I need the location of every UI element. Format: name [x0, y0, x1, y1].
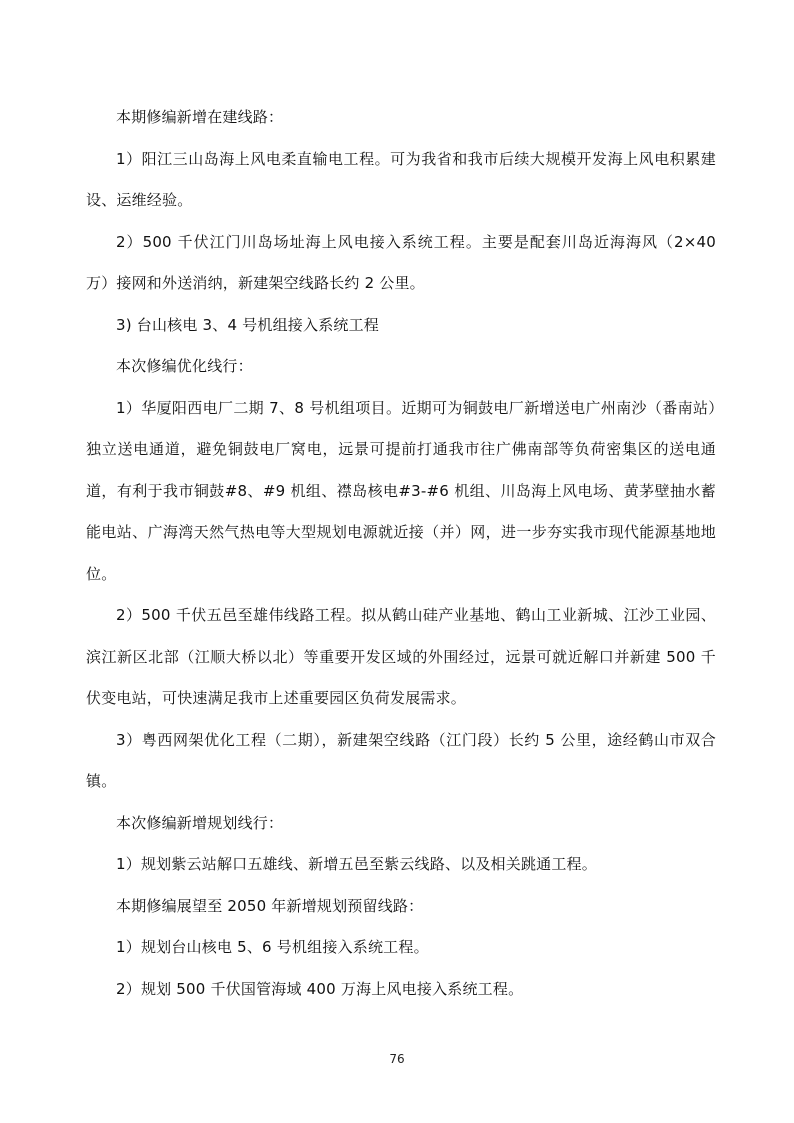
paragraph-item: 2）规划 500 千伏国管海域 400 万海上风电接入系统工程。: [116, 979, 524, 998]
paragraph-heading-reserved: 本期修编展望至 2050 年新增规划预留线路：: [116, 896, 424, 915]
paragraph-heading-construction: 本期修编新增在建线路：: [116, 108, 284, 126]
paragraph-item: 1）阳江三山岛海上风电柔直输电工程。可为我省和我市后续大规模开发海上风电积累建设、运维经验。: [86, 149, 716, 209]
paragraph-item: 1）规划台山核电 5、6 号机组接入系统工程。: [116, 938, 429, 956]
page-number: 76: [389, 1052, 405, 1066]
paragraph-item: 2）500 千伏江门川岛场址海上风电接入系统工程。主要是配套川岛近海海风（2×40 万）接网和外送消纳，新建架空线路长约 2 公里。: [86, 232, 716, 292]
paragraph-item: 3）粤西网架优化工程（二期），新建架空线路（江门段）长约 5 公里，途经鹤山市双合镇。: [86, 730, 716, 790]
paragraph-item: 2）500 千伏五邑至雄伟线路工程。拟从鹤山硅产业基地、鹤山工业新城、江沙工业园、滨江新区北部（江顺大桥以北）等重要开发区域的外围经过，远景可就近解口并新建 500 千伏变电站，可快速满足我市上述重要园区负荷发展需求。: [86, 606, 716, 707]
paragraph-heading-planned: 本次修编新增规划线行：: [116, 813, 284, 832]
document-body: [86, 97, 716, 1010]
paragraph-item: 3) 台山核电 3、4 号机组接入系统工程: [116, 315, 379, 334]
paragraph-item: 1）规划紫云站解口五雄线、新增五邑至紫云线路、以及相关跳通工程。: [116, 855, 597, 873]
paragraph-item: 1）华厦阳西电厂二期 7、8 号机组项目。近期可为铜鼓电厂新增送电广州南沙（番南站）独立送电通道，避免铜鼓电厂窝电，远景可提前打通我市往广佛南部等负荷密集区的送电通道，有利于我市铜鼓#8、#9 机组、襟岛核电#3-#6 机组、川岛海上风电场、黄茅壁抽水蓄能电站、广海湾天然气热电等大型规划电源就近接（并）网，进一步夯实我市现代能源基地地位。: [86, 398, 716, 583]
paragraph-heading-optimized: 本次修编优化线行：: [116, 357, 253, 375]
